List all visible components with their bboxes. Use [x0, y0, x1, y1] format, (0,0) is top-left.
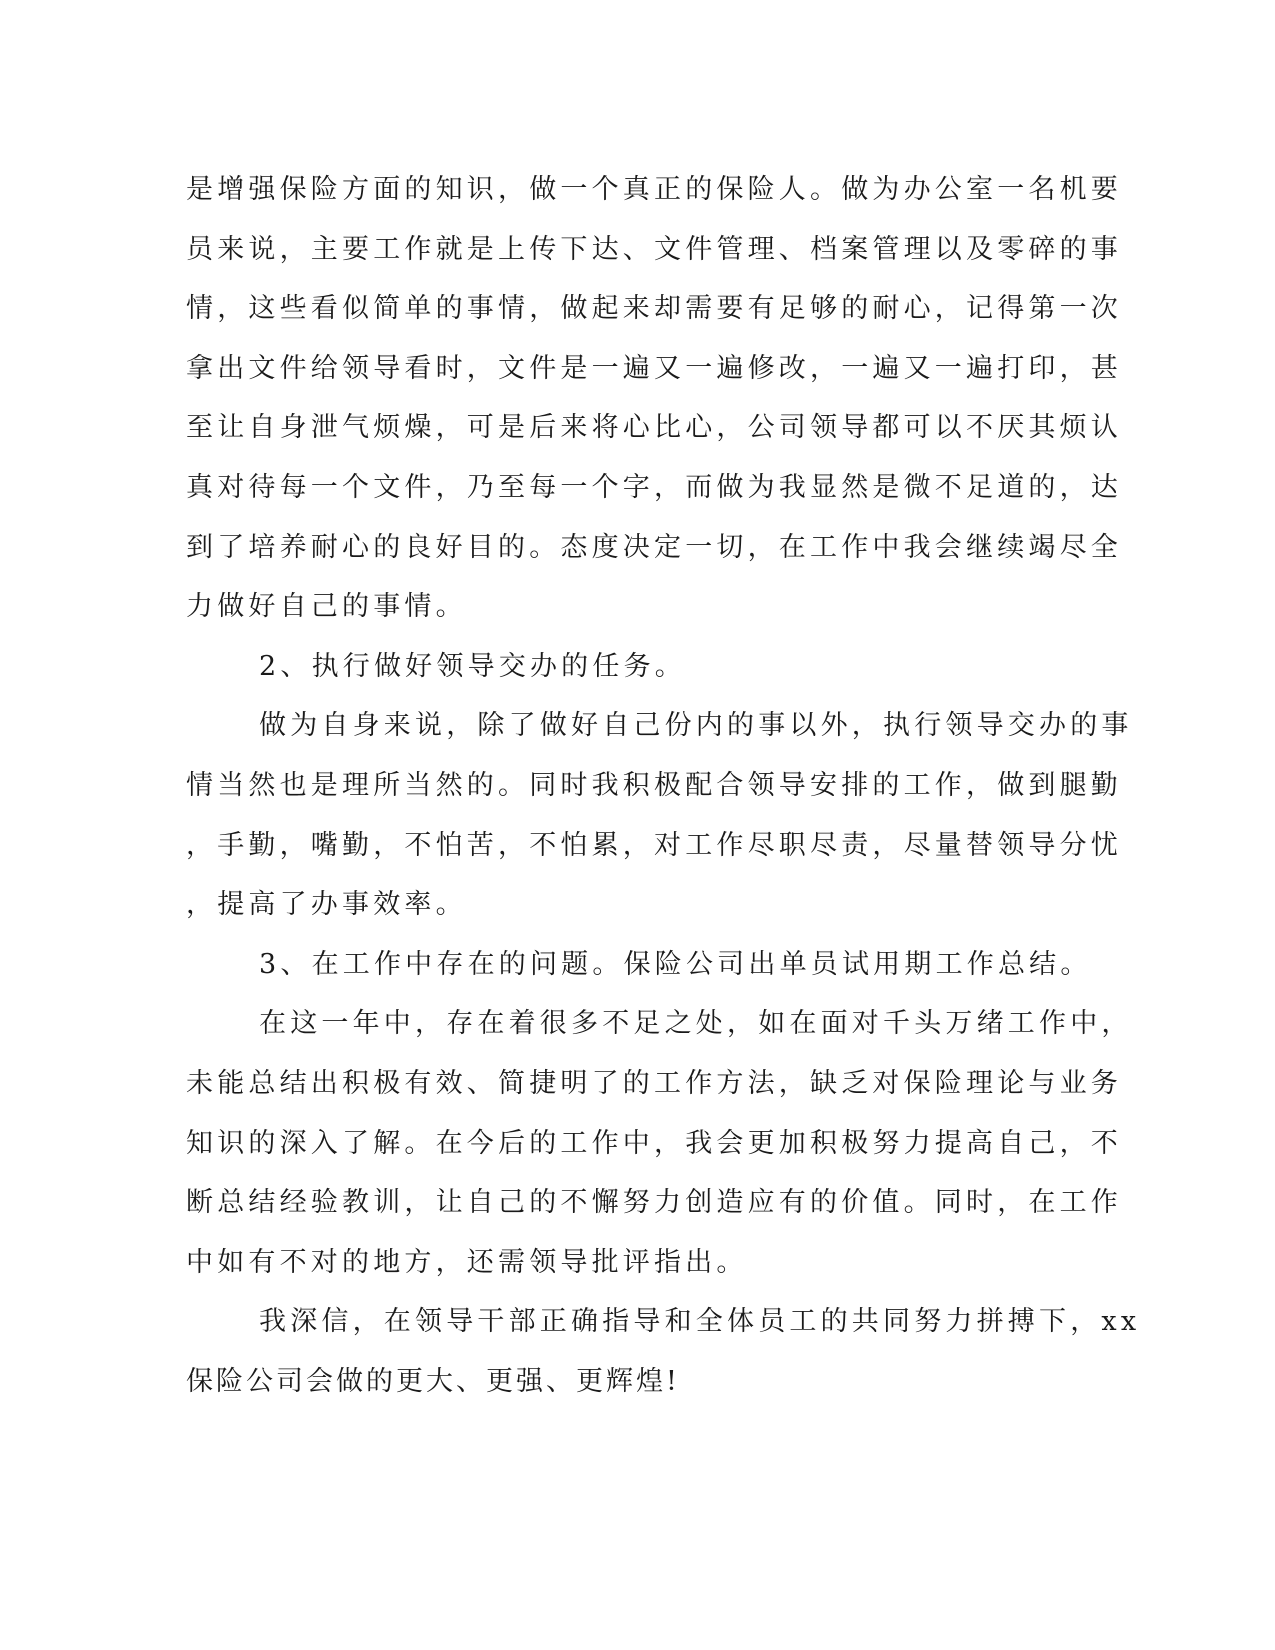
- section-heading: 2、执行做好领导交办的任务。: [259, 650, 686, 682]
- text-line: 断总结经验教训，让自己的不懈努力创造应有的价值。同时，在工作: [186, 1187, 1122, 1219]
- paragraph-first-line: 在这一年中，存在着很多不足之处，如在面对千头万绪工作中，: [259, 1008, 1133, 1040]
- text-line: 未能总结出积极有效、简捷明了的工作方法，缺乏对保险理论与业务: [186, 1067, 1122, 1099]
- text-line: ，手勤，嘴勤，不怕苦，不怕累，对工作尽职尽责，尽量替领导分忧: [186, 829, 1122, 861]
- text-line: 中如有不对的地方，还需领导批评指出。: [186, 1246, 748, 1278]
- text-line: 情，这些看似简单的事情，做起来却需要有足够的耐心，记得第一次: [186, 293, 1122, 325]
- text-line: 情当然也是理所当然的。同时我积极配合领导安排的工作，做到腿勤: [186, 769, 1122, 801]
- text-line: 力做好自己的事情。: [186, 591, 467, 623]
- text-line: 真对待每一个文件，乃至每一个字，而做为我显然是微不足道的，达: [186, 471, 1122, 503]
- text-line: 知识的深入了解。在今后的工作中，我会更加积极努力提高自己，不: [186, 1127, 1122, 1159]
- text-line: ，提高了办事效率。: [186, 889, 467, 921]
- text-line: 至让自身泄气烦燥，可是后来将心比心，公司领导都可以不厌其烦认: [186, 412, 1122, 444]
- text-line: 拿出文件给领导看时，文件是一遍又一遍修改，一遍又一遍打印，甚: [186, 352, 1122, 384]
- text-line: 员来说，主要工作就是上传下达、文件管理、档案管理以及零碎的事: [186, 233, 1122, 265]
- document-body: [186, 160, 1141, 1411]
- section-heading: 3、在工作中存在的问题。保险公司出单员试用期工作总结。: [259, 948, 1092, 980]
- paragraph-first-line: 我深信，在领导干部正确指导和全体员工的共同努力拼搏下，xx: [259, 1306, 1141, 1338]
- paragraph-first-line: 做为自身来说，除了做好自己份内的事以外，执行领导交办的事: [259, 710, 1133, 742]
- text-line: 到了培养耐心的良好目的。态度决定一切，在工作中我会继续竭尽全: [186, 531, 1122, 563]
- text-line: 是增强保险方面的知识，做一个真正的保险人。做为办公室一名机要: [186, 174, 1122, 205]
- text-line: 保险公司会做的更大、更强、更辉煌!: [186, 1365, 680, 1397]
